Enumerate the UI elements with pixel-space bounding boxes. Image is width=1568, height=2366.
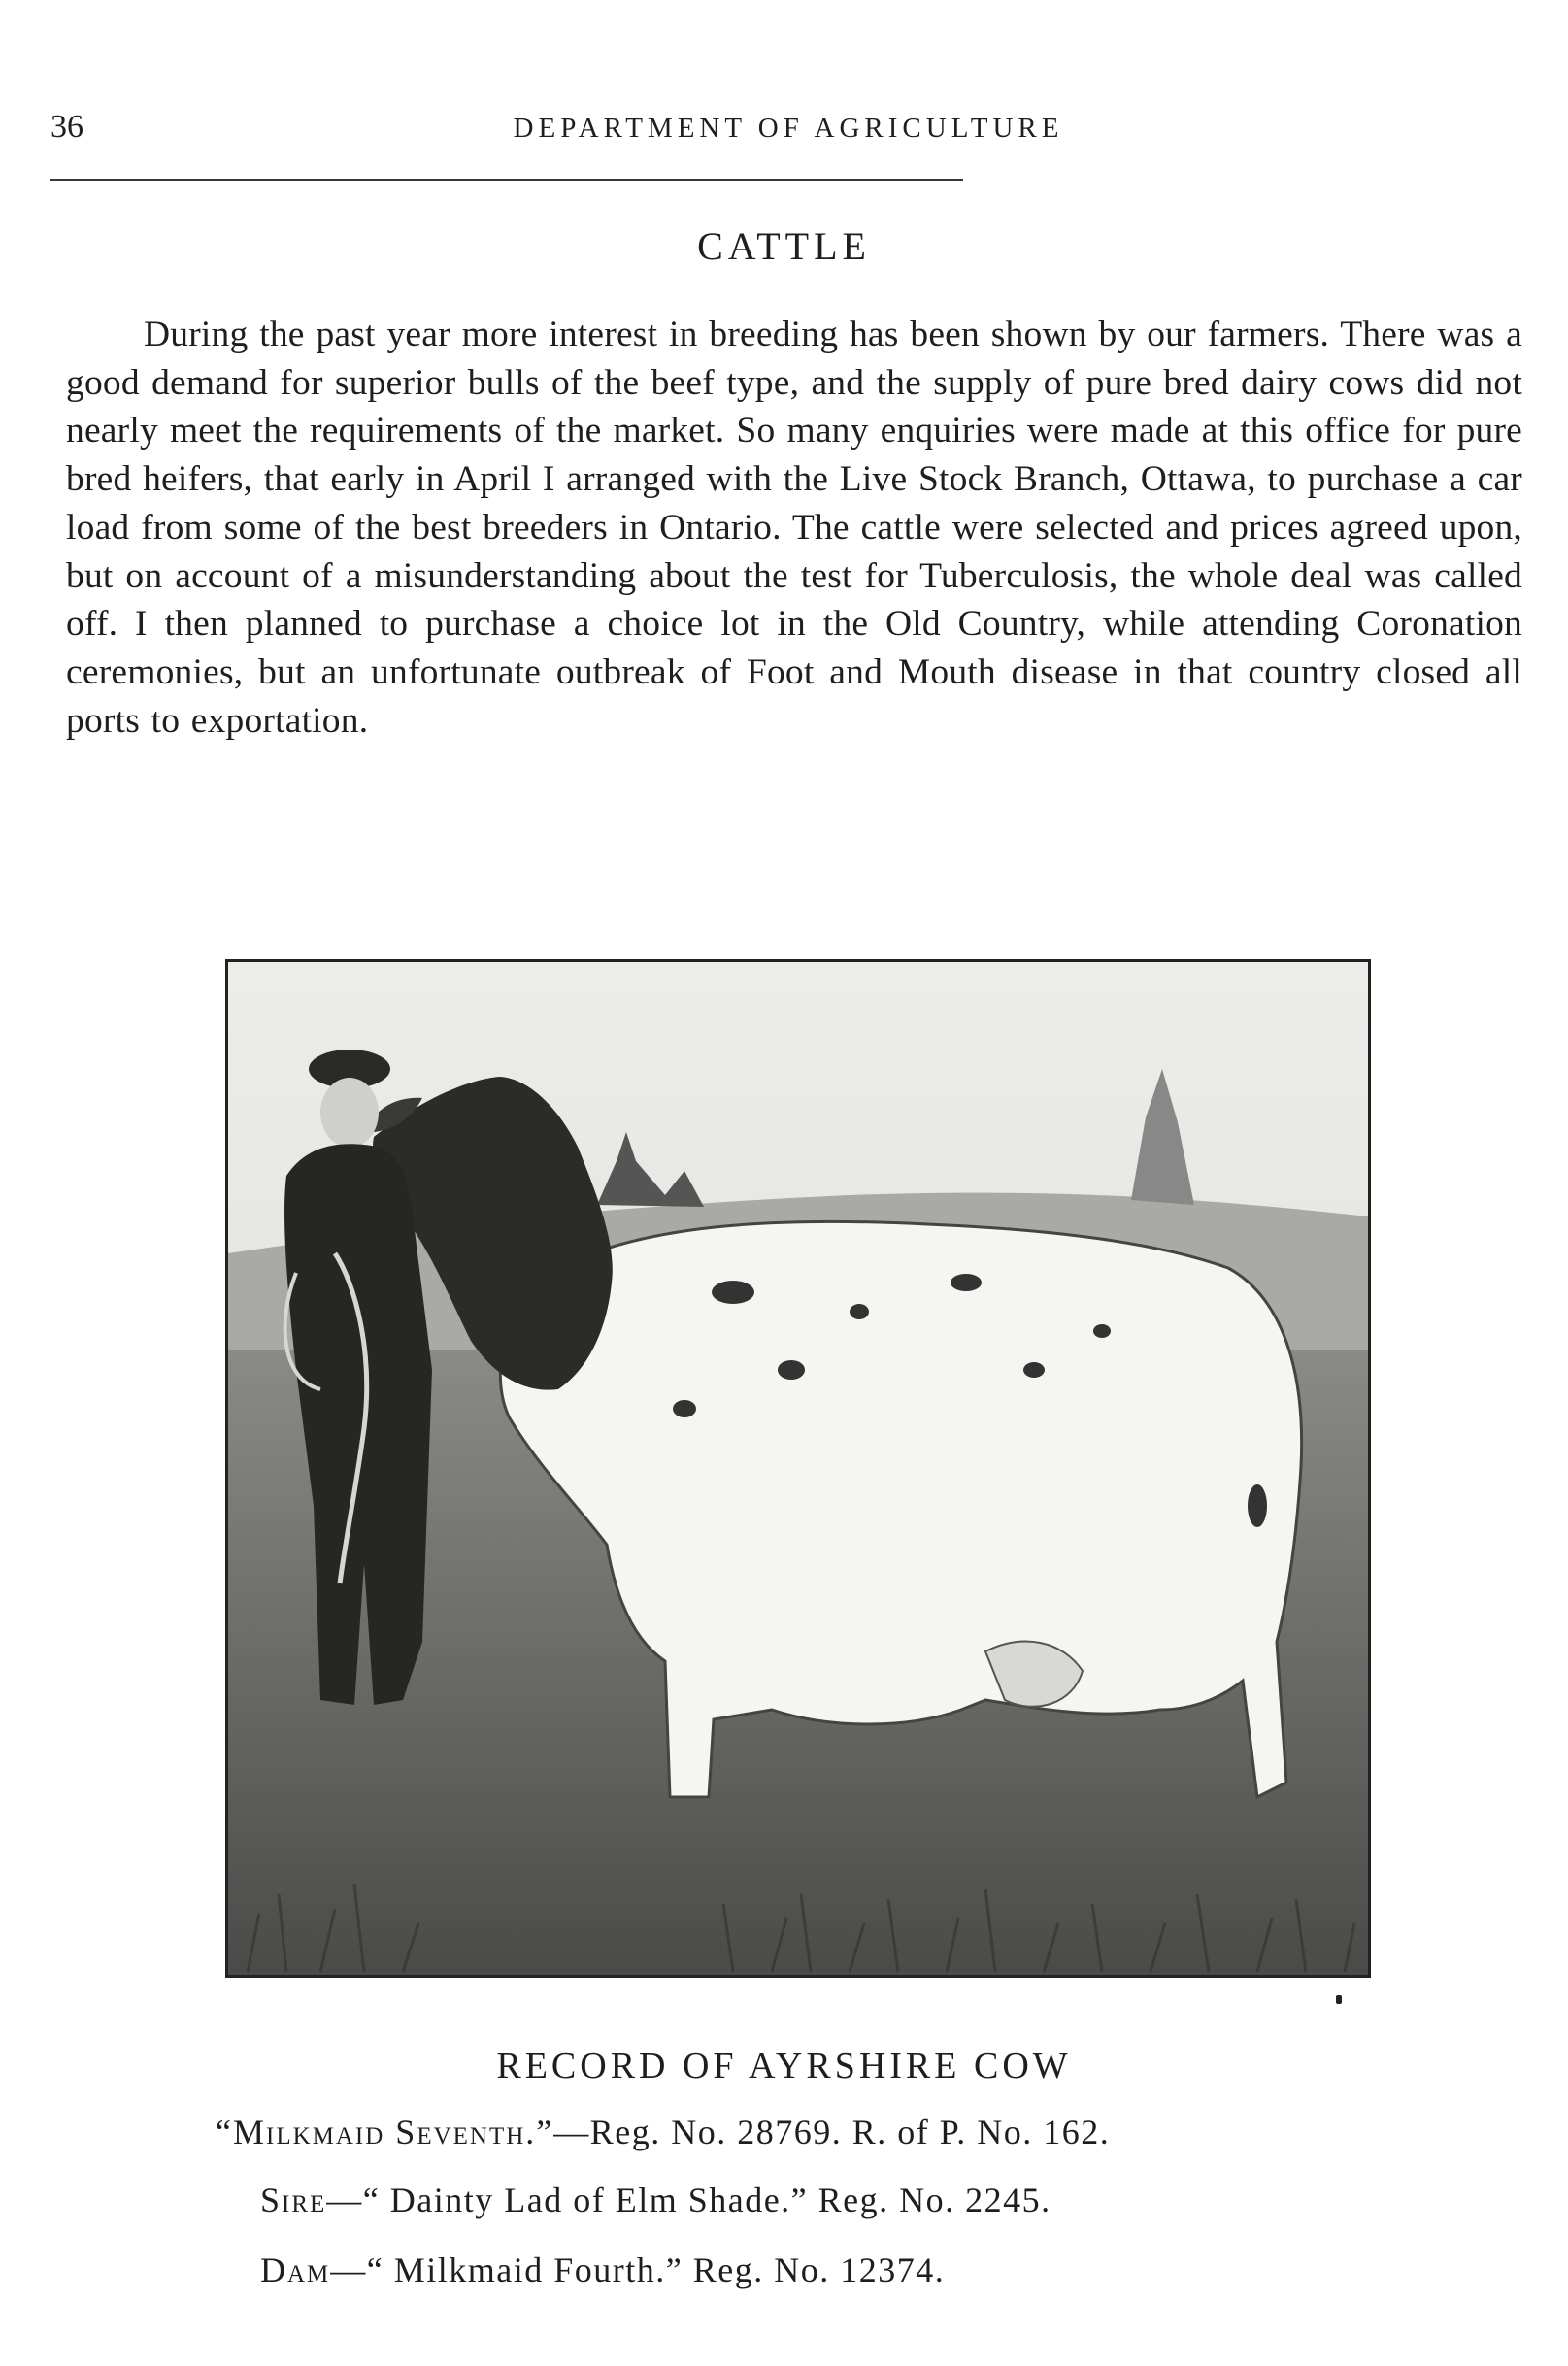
- header-rule: [50, 179, 963, 181]
- dam-label: Dam: [260, 2250, 331, 2289]
- page-number: 36: [50, 109, 83, 145]
- caption-cow-record: [216, 2112, 1110, 2152]
- sire-label: Sire: [260, 2181, 327, 2219]
- caption-title: RECORD OF AYRSHIRE COW: [496, 2046, 1072, 2086]
- caption-dam-record: [260, 2249, 945, 2290]
- page-header: [50, 109, 1526, 157]
- cow-name: “Milkmaid Seventh.”: [216, 2113, 554, 2151]
- photo-illustration: [228, 962, 1368, 1975]
- section-title: CATTLE: [697, 224, 871, 268]
- cow-registration: —Reg. No. 28769. R. of P. No. 162.: [553, 2113, 1111, 2151]
- running-title: DEPARTMENT OF AGRICULTURE: [513, 113, 1064, 144]
- dam-details: —“ Milkmaid Fourth.” Reg. No. 12374.: [330, 2250, 946, 2289]
- cow-photograph: [225, 959, 1371, 1978]
- caption-sire-record: [260, 2180, 1051, 2220]
- sire-details: —“ Dainty Lad of Elm Shade.” Reg. No. 2245.: [326, 2181, 1051, 2219]
- caption-mark: [1336, 1995, 1342, 2004]
- body-paragraph: During the past year more interest in breeding has been shown by our farmers. There was a good demand for superior bulls of the beef type, and the supply of pure bred dairy cows did not nearly meet the requirements of the market. So many enquiries were made at this office for pure bred heifers, that early in April I arranged with the Live Stock Branch, Ottawa, to purchase a car load from some of the best breeders in Ontario. The cattle were selected and prices agreed upon, but on account of a misunderstanding about the test for Tuberculosis, the whole deal was called off. I then planned to purchase a choice lot in the Old Country, while attending Coronation ceremonies, but an unfortunate outbreak of Foot and Mouth disease in that country closed all ports to exportation.: [66, 315, 1522, 741]
